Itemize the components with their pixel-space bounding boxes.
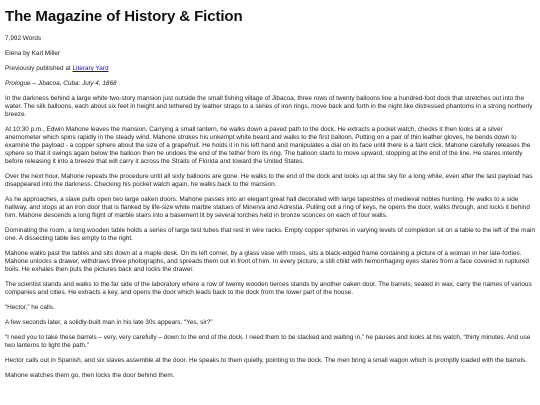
magazine-title: The Magazine of History & Fiction [5, 8, 243, 25]
prologue-label: Prologue [5, 80, 31, 87]
literary-yard-link[interactable]: Literary Yard [72, 65, 109, 72]
story-paragraph: As he approaches, a slave pulls open two large oaken doors. Mahone passes into an elegant great hall decorated with large tapestries of medieval nobles hunting. He walks to a side hallway, and stops at an iron door that is flanked by life-size white marble statues of Minerva and Adrestia. Pulling out a ring of keys, he opens the door, walks through, and locks it behind him. Mahone descends a long flight of marble stairs into a basement lit by several torches held in bronze sconces on each of four walls. [5, 196, 530, 219]
story-paragraph: At 10:30 p.m., Edwin Mahone leaves the mansion. Carrying a small lantern, he walks down a paved path to the dock. He extracts a pocket watch, checks it then looks at a silver anemometer which spins rapidly in the steady wind. Mahone strokes his unkempt white beard and walks to the first balloon. Putting on a pair of thin leather gloves, he bends down to examine the payload - a copper sphere about the size of a grapefruit. He holds it in his left hand and manipulates a dial on its face until there is a faint click. Mahone carefully releases the sphere so that it swings again below the balloon then he undoes the end of the tether from its ring. The balloon starts to move upward, stopping at the end of the line. He stares intently before releasing it into a breeze that will carry it across the Straits of Florida and toward the United States. [5, 126, 531, 165]
prologue-location: – Jibacoa, Cuba: July 4, 1868 [30, 80, 117, 87]
word-count: 7,992 Words [5, 35, 42, 42]
story-paragraph: Mahone watches them go, then locks the door behind them. [5, 372, 175, 379]
story-paragraph: The scientist stands and walks to the far side of the laboratory where a row of twenty wooden tierces stands by another oaken door. The barrels, sealed in wax, carry the names of various companies and cities. He extracts a key, and opens the door which leads back to the dock from the lower part of the house. [5, 281, 532, 296]
story-paragraph: Over the next hour, Mahone repeats the procedure until all sixty balloons are gone. He walks to the end of the dock and looks up at the sky for a long while, even after the last payload has disappeared into the darkness. Checking his pocket watch again, he walks back to the mansion. [5, 173, 533, 188]
story-paragraph: Dominating the room, a long wooden table holds a series of large test tubes that rest in wire racks. Empty copper spheres in varying levels of completion sit on a table to the left of the main one. A dissecting table lies empty to the right. [5, 227, 535, 242]
previously-published [5, 65, 535, 73]
story-paragraph: “Hector,” he calls. [5, 304, 55, 311]
story-paragraph: A few seconds later, a solidly-built man in his late 30s appears. “Yes, sir?” [5, 319, 213, 326]
story-paragraph: In the darkness behind a large white two-story mansion just outside the small fishing village of Jibacoa, three rows of twenty balloons line a hundred-foot dock that stretches out into the water. The silk balloons, each about six feet in height and tethered by leather straps to a series of iron rings, move back and forth in the night like distressed phantoms in a strong northerly breeze. [5, 95, 533, 118]
story-paragraph: “I need you to take these barrels – very, very carefully – down to the end of the dock. I need them to be stacked and waiting in,” he pauses and looks at his watch, “thirty minutes. And use two lanterns to light the path.” [5, 334, 531, 349]
story-paragraph: Hector calls out in Spanish, and six slaves assemble at the door. He speaks to them quietly, pointing to the dock. The men bring a small wagon which is promptly loaded with the barrels. [5, 357, 527, 364]
previously-published-label: Previously published at [5, 65, 73, 72]
prologue-heading [5, 80, 535, 88]
byline: Elena by Karl Miller [5, 50, 61, 57]
story-paragraph: Mahone walks past the tables and sits down at a maple desk. On its left corner, by a glass vase with roses, sits a black-edged frame containing a picture of a woman in her late-forties. Mahone unlocks a drawer, withdraws three photographs, and spreads them out in front of him. In every picture, a still child with hemorrhaging eyes stares from a face covered in ruptured boils. He exhales then puts the pictures back and locks the drawer. [5, 250, 529, 273]
